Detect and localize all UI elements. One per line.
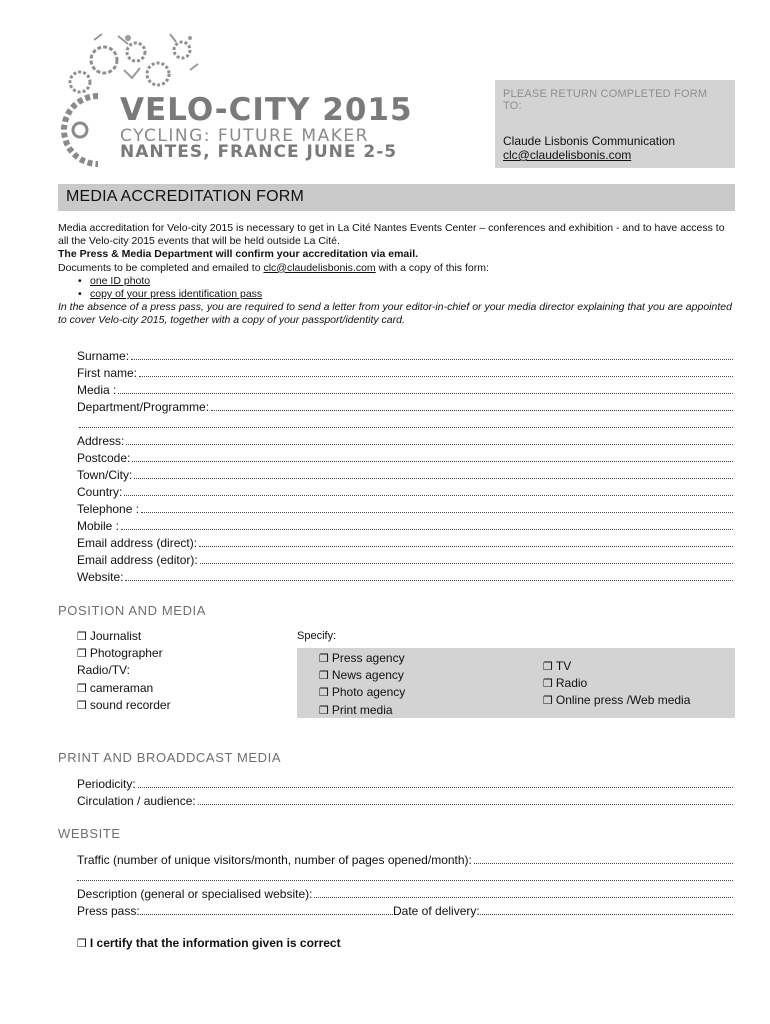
description-field[interactable] (77, 884, 733, 901)
checkbox-icon[interactable]: ❒ (319, 703, 329, 717)
option-label: Print media (331, 702, 393, 717)
tv-option[interactable] (543, 658, 690, 675)
press-pass-row (77, 901, 733, 918)
print-media-option[interactable] (319, 702, 405, 719)
dotted-line (132, 452, 733, 462)
list-item (78, 288, 735, 301)
option-label: Photo agency (331, 685, 406, 700)
dotted-line (121, 520, 733, 530)
dotted-line (139, 367, 733, 377)
town-city-field[interactable] (77, 465, 733, 482)
field-label: Telephone : (77, 502, 140, 516)
first-name-field[interactable] (77, 363, 733, 380)
dotted-line (118, 384, 733, 394)
checkbox-icon[interactable]: ❒ (77, 698, 87, 712)
field-label: Email address (editor): (77, 553, 198, 567)
email-direct-field[interactable] (77, 533, 733, 550)
option-label: Press agency (331, 651, 405, 665)
date-of-delivery-label: Date of delivery: (393, 904, 480, 918)
return-email-link[interactable]: clc@claudelisbonis.com (503, 148, 632, 162)
dotted-line (198, 795, 733, 805)
department-continuation-field[interactable] (77, 414, 733, 431)
dotted-line (138, 778, 733, 788)
field-label: Surname: (77, 349, 130, 363)
gear-arc-icon (58, 90, 118, 170)
field-label: Media : (77, 383, 117, 397)
field-label: Description (general or specialised website): (77, 887, 313, 901)
press-pass-input[interactable] (140, 905, 393, 915)
field-label: Website: (77, 570, 124, 584)
field-label: Town/City: (77, 468, 133, 482)
media-type-column-1 (319, 650, 405, 719)
news-agency-option[interactable] (319, 667, 405, 684)
velo-city-logo (58, 30, 418, 165)
surname-field[interactable] (77, 346, 733, 363)
dotted-line (124, 486, 733, 496)
checkbox-icon[interactable]: ❒ (77, 681, 87, 695)
form-title: MEDIA ACCREDITATION FORM (66, 188, 304, 205)
checkbox-icon[interactable]: ❒ (319, 686, 329, 700)
bullet-id-photo: one ID photo (90, 274, 151, 287)
intro-text (58, 222, 735, 328)
telephone-field[interactable] (77, 499, 733, 516)
option-label: News agency (331, 668, 404, 683)
documents-line (58, 262, 735, 275)
bullet-press-pass: copy of your press identification pass (90, 288, 263, 301)
postcode-field[interactable] (77, 448, 733, 465)
dotted-line (314, 888, 733, 898)
checkbox-icon[interactable]: ❒ (77, 647, 87, 661)
email-editor-field[interactable] (77, 550, 733, 567)
field-label: Country: (77, 485, 123, 499)
print-broadcast-heading: PRINT AND BROADDCAST MEDIA (58, 750, 282, 765)
field-label: Department/Programme: (77, 400, 210, 414)
dotted-line (126, 435, 733, 445)
intro-paragraph: Media accreditation for Velo-city 2015 is necessary to get in La Cité Nantes Events Center – conferences and exhibition - and to have access to all the Velo-city 2015 events that will be held outside La Cité. (58, 222, 725, 248)
field-label: Traffic (number of unique visitors/month, number of pages opened/month): (77, 853, 472, 867)
media-field[interactable] (77, 380, 733, 397)
traffic-field[interactable] (77, 850, 733, 867)
photo-agency-option[interactable] (319, 684, 405, 701)
field-label: Email address (direct): (77, 536, 198, 550)
field-label: Address: (77, 434, 125, 448)
date-of-delivery-input[interactable] (480, 905, 733, 915)
radio-option[interactable] (543, 675, 690, 692)
checkbox-icon[interactable]: ❒ (543, 694, 553, 708)
cameraman-option[interactable] (77, 680, 171, 697)
dotted-line (200, 554, 733, 564)
media-type-column-2 (543, 658, 690, 710)
field-label: Postcode: (77, 451, 131, 465)
field-label: First name: (77, 366, 138, 380)
sound-recorder-option[interactable] (77, 697, 171, 714)
certify-option[interactable] (77, 936, 341, 950)
option-label: Journalist (89, 629, 142, 643)
documents-email-link[interactable]: clc@claudelisbonis.com (263, 261, 376, 274)
option-label: cameraman (89, 680, 154, 695)
dotted-line (134, 469, 733, 479)
logo-title: VELO-CITY 2015 (120, 92, 413, 128)
option-label: Online press /Web media (555, 693, 691, 708)
list-item (78, 275, 735, 288)
checkbox-icon[interactable]: ❒ (77, 937, 87, 950)
website-field[interactable] (77, 567, 733, 584)
press-pass-label: Press pass: (77, 904, 140, 918)
dotted-line (199, 537, 733, 547)
dotted-line (474, 854, 733, 864)
position-options (77, 628, 171, 714)
website-fields (77, 850, 733, 918)
media-type-box (297, 648, 735, 718)
logo-tagline: CYCLING: FUTURE MAKER (120, 126, 369, 146)
dotted-line (125, 571, 733, 581)
periodicity-field[interactable] (77, 774, 733, 791)
press-agency-option[interactable] (319, 650, 405, 667)
return-title: PLEASE RETURN COMPLETED FORM TO: (503, 88, 708, 112)
logo-location: NANTES, FRANCE JUNE 2-5 (120, 142, 398, 162)
field-label: Periodicity: (77, 777, 136, 791)
radio-tv-label: Radio/TV: (77, 663, 130, 678)
dotted-line (79, 418, 733, 428)
department-field[interactable] (77, 397, 733, 414)
form-title-bar (58, 184, 735, 211)
documents-text-after: with a copy of this form: (375, 261, 489, 274)
address-field[interactable] (77, 431, 733, 448)
personal-details-fields (77, 346, 733, 584)
journalist-option[interactable] (77, 628, 171, 645)
print-broadcast-fields (77, 774, 733, 808)
field-label: Circulation / audience: (77, 794, 196, 808)
website-heading: WEBSITE (58, 826, 121, 841)
dotted-line (131, 350, 733, 360)
dotted-line (211, 401, 733, 411)
dotted-line (77, 871, 733, 881)
checkbox-icon[interactable]: ❒ (319, 669, 329, 683)
press-pass-note: In the absence of a press pass, you are required to send a letter from your editor-in-chief or your media director explaining that you are appointed to cover Velo-city 2015, together with a copy of your passport/identity card. (58, 301, 732, 327)
checkbox-icon[interactable]: ❒ (543, 677, 553, 691)
circulation-field[interactable] (77, 791, 733, 808)
option-label: sound recorder (89, 697, 171, 712)
field-label: Mobile : (77, 519, 120, 533)
return-address-box (495, 80, 735, 168)
certify-label: I certify that the information given is correct (89, 936, 341, 950)
country-field[interactable] (77, 482, 733, 499)
documents-list (78, 275, 735, 301)
checkbox-icon[interactable]: ❒ (543, 660, 553, 673)
checkbox-icon[interactable]: ❒ (77, 630, 87, 643)
specify-label: Specify: (297, 630, 337, 642)
documents-text-before: Documents to be completed and emailed to (58, 261, 264, 274)
option-label: TV (555, 659, 572, 673)
return-name: Claude Lisbonis Communication (503, 134, 676, 148)
dotted-line (141, 503, 733, 513)
checkbox-icon[interactable]: ❒ (319, 652, 329, 665)
online-press-option[interactable] (543, 692, 690, 709)
photographer-option[interactable] (77, 645, 171, 662)
mobile-field[interactable] (77, 516, 733, 533)
position-media-heading: POSITION AND MEDIA (58, 603, 207, 618)
traffic-continuation-field[interactable] (77, 867, 733, 884)
option-label: Photographer (89, 646, 163, 661)
option-label: Radio (555, 676, 588, 691)
confirmation-note: The Press & Media Department will confirm your accreditation via email. (58, 248, 419, 261)
